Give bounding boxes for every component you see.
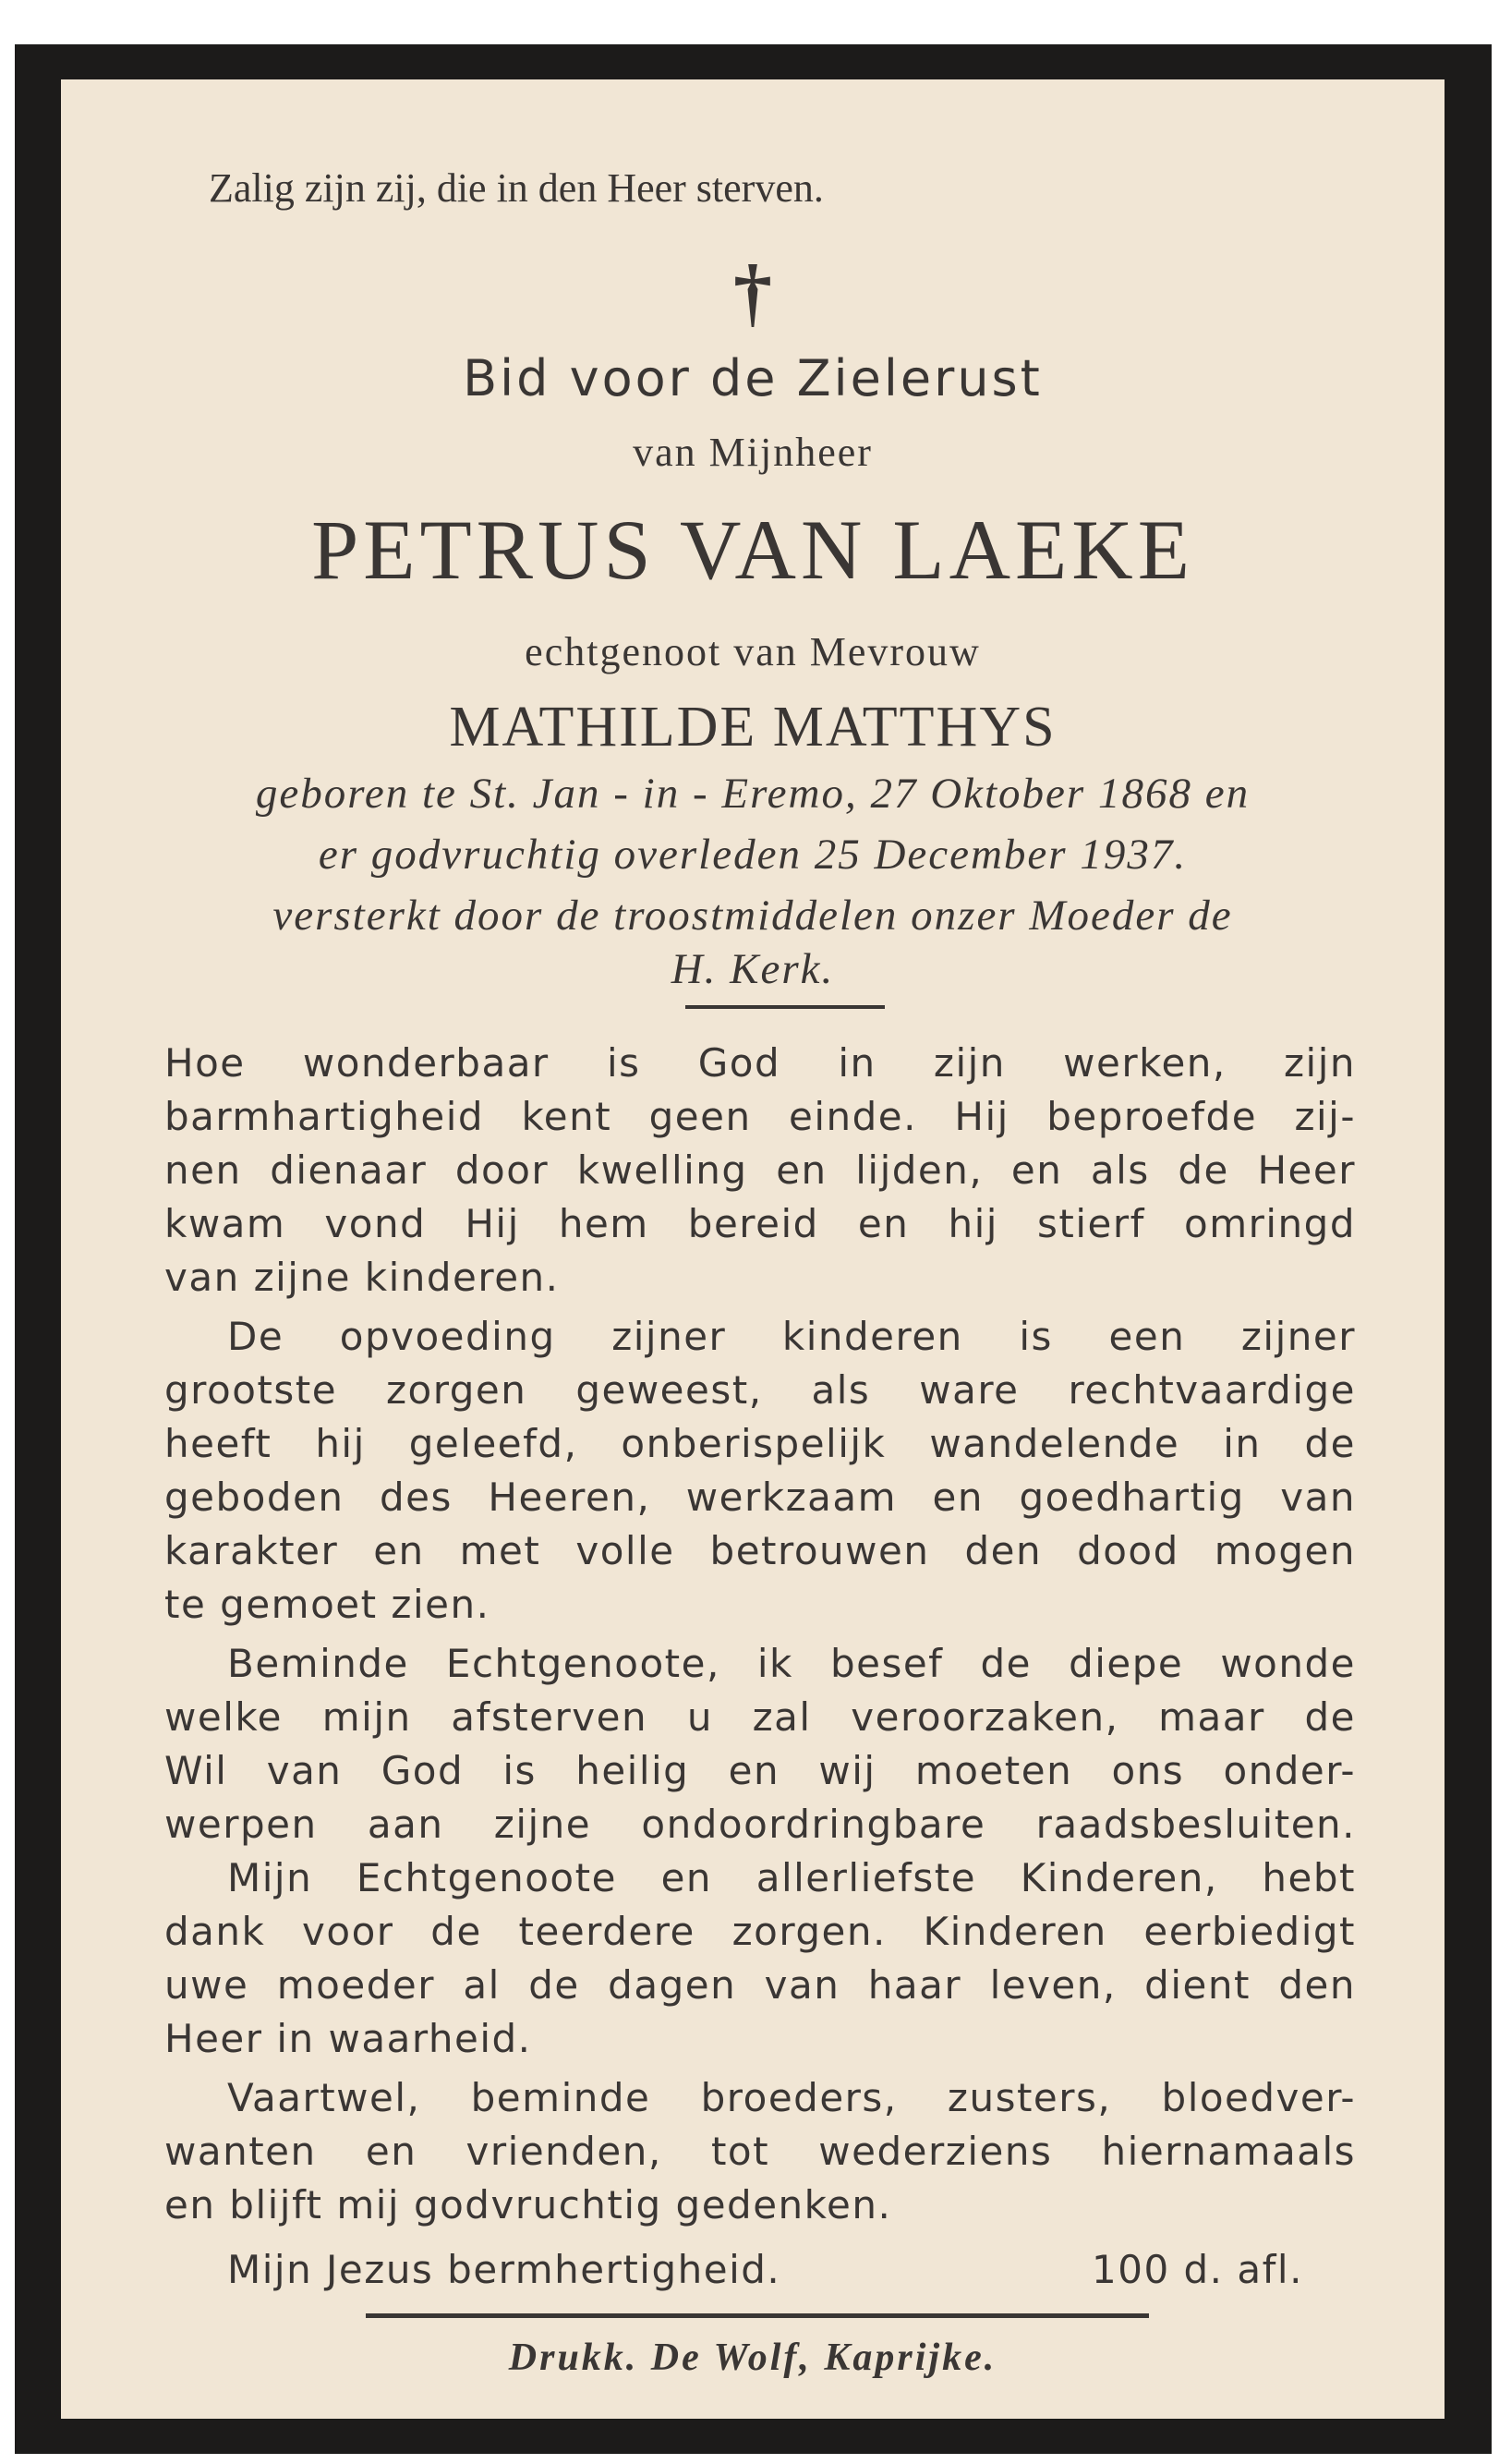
life-line: H. Kerk. <box>671 945 835 993</box>
prayer: Mijn Jezus bermhertigheid. <box>227 2247 781 2292</box>
motto: Zalig zijn zij, die in den Heer sterven. <box>209 165 824 211</box>
divider <box>685 1005 885 1009</box>
body-line: karakter en met volle betrouwen den dood mogen <box>164 1528 1356 1573</box>
deceased-name: PETRUS VAN LAEKE <box>311 503 1194 597</box>
body-line: Hoe wonderbaar is God in zijn werken, zijn <box>164 1040 1356 1086</box>
divider <box>366 2313 1149 2318</box>
body-line: Beminde Echtgenoote, ik besef de diepe wonde <box>227 1641 1356 1686</box>
body-line: Wil van God is heilig en wij moeten ons onder- <box>164 1748 1356 1793</box>
body-line: Heer in waarheid. <box>164 2016 532 2061</box>
spouse-intro: echtgenoot van Mevrouw <box>525 629 981 674</box>
body-line: kwam vond Hij hem bereid en hij stierf omringd <box>164 1201 1356 1246</box>
spouse-name: MATHILDE MATTHYS <box>449 696 1057 759</box>
body-line: welke mijn afsterven u zal veroorzaken, maar de <box>164 1694 1356 1740</box>
body-line: De opvoeding zijner kinderen is een zijner <box>227 1314 1356 1359</box>
body-line: dank voor de teerdere zorgen. Kinderen eerbiedigt <box>164 1909 1356 1954</box>
life-line: versterkt door de troostmiddelen onzer Moeder de <box>272 892 1233 940</box>
body-line: werpen aan zijne ondoordringbare raadsbesluiten. <box>164 1802 1356 1847</box>
body-line: grootste zorgen geweest, als ware rechtvaardige <box>164 1367 1356 1413</box>
mourning-card-border <box>15 44 1492 2454</box>
body-line: te gemoet zien. <box>164 1582 490 1627</box>
body-line: nen dienaar door kwelling en lijden, en als de Heer <box>164 1147 1356 1193</box>
life-line: geboren te St. Jan - in - Eremo, 27 Oktober 1868 en <box>255 770 1251 818</box>
heading: Bid voor de Zielerust <box>463 349 1043 407</box>
body-line: van zijne kinderen. <box>164 1255 560 1300</box>
cross-icon: † <box>733 249 772 335</box>
body-line: Mijn Echtgenoote en allerliefste Kinderen, hebt <box>227 1855 1356 1900</box>
body-line: en blijft mij godvruchtig gedenken. <box>164 2182 892 2227</box>
intro: van Mijnheer <box>633 430 873 475</box>
body-line: geboden des Heeren, werkzaam en goedhartig van <box>164 1475 1356 1520</box>
memorial-card <box>61 79 1445 2419</box>
body-line: heeft hij geleefd, onberispelijk wandelende in de <box>164 1421 1356 1466</box>
indulgence: 100 d. afl. <box>1092 2247 1303 2292</box>
body-line: Vaartwel, beminde broeders, zusters, bloedver- <box>227 2075 1356 2120</box>
body-line: uwe moeder al de dagen van haar leven, dient den <box>164 1962 1356 2008</box>
printer-imprint: Drukk. De Wolf, Kaprijke. <box>508 2337 997 2379</box>
body-line: barmhartigheid kent geen einde. Hij beproefde zij- <box>164 1094 1356 1139</box>
life-line: er godvruchtig overleden 25 December 1937. <box>318 831 1188 879</box>
body-line: wanten en vrienden, tot wederziens hiernamaals <box>164 2129 1356 2174</box>
